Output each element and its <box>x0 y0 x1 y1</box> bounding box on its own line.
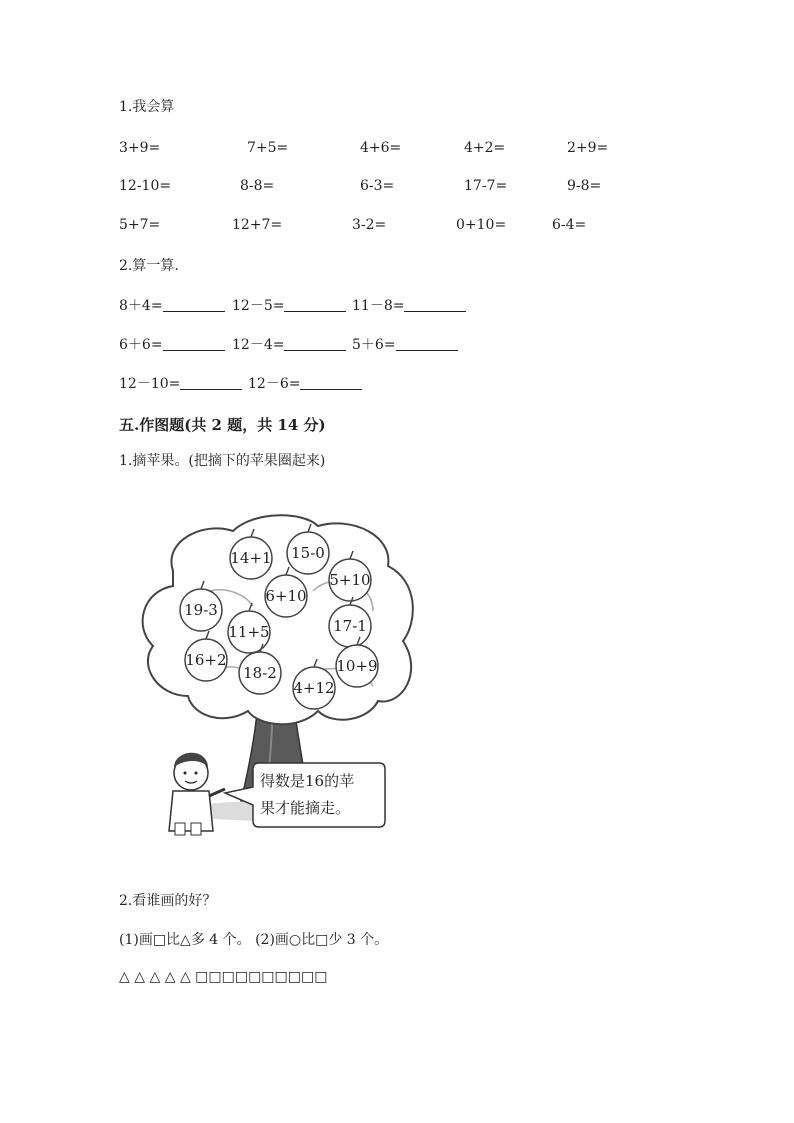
suan-r3-c1-expr: 12－10= <box>119 376 181 392</box>
apple-tree-illustration <box>133 511 423 843</box>
apple-2-label: 15-0 <box>291 544 325 562</box>
apple-7-label: 17-1 <box>333 617 367 635</box>
calc-r1-c1: 3+9= <box>119 140 161 156</box>
triangle-icon: △ <box>134 969 146 985</box>
boy-figure <box>169 753 225 835</box>
suan-r2-c3 <box>352 336 458 354</box>
section-suan-title: 2.算一算. <box>119 258 179 274</box>
suan-r1-c2-expr: 12－5= <box>232 298 285 314</box>
answer-blank[interactable] <box>180 375 242 390</box>
calc-r1-c3: 4+6= <box>360 140 402 156</box>
apple-tree-svg <box>133 511 423 843</box>
suan-r1-c3-expr: 11－8= <box>352 298 405 314</box>
section-calc-title: 1.我会算 <box>119 99 175 115</box>
apple-4-label: 6+10 <box>265 587 307 605</box>
apple-8-label: 16+2 <box>185 651 227 669</box>
answer-blank[interactable] <box>284 336 346 351</box>
suan-r2-c1 <box>119 336 225 354</box>
answer-blank[interactable] <box>396 336 458 351</box>
calc-r1-c4: 4+2= <box>464 140 506 156</box>
apple-9-label: 18-2 <box>243 664 277 682</box>
apple-3-label: 5+10 <box>329 571 371 589</box>
suan-r2-c3-expr: 5＋6= <box>352 337 396 353</box>
apple-6-label: 11+5 <box>228 623 270 641</box>
answer-blank[interactable] <box>163 336 225 351</box>
suan-r1-c2 <box>232 297 346 315</box>
suan-r3-c2-expr: 12－6= <box>248 376 301 392</box>
suan-r2-c1-expr: 6＋6= <box>119 337 163 353</box>
squares-row: □□□□□□□□□□ <box>195 969 328 985</box>
q2-title: 2.看谁画的好？ <box>119 893 217 909</box>
speech-line-1: 得数是16的苹 <box>260 772 355 790</box>
calc-r2-c5: 9-8= <box>567 178 602 194</box>
answer-blank[interactable] <box>300 375 362 390</box>
suan-r2-c2-expr: 12－4= <box>232 337 285 353</box>
triangle-icon: △ <box>119 969 130 985</box>
calc-r2-c1: 12-10= <box>119 178 172 194</box>
suan-r2-c2 <box>232 336 346 354</box>
suan-r3-c1 <box>119 375 242 393</box>
calc-r2-c4: 17-7= <box>464 178 508 194</box>
apple-5-label: 19-3 <box>184 601 218 619</box>
calc-r3-c1: 5+7= <box>119 217 161 233</box>
suan-r1-c1 <box>119 297 225 315</box>
speech-line-2: 果才能摘走。 <box>260 799 351 817</box>
triangle-icon: △ <box>164 969 176 985</box>
apple-11-label: 4+12 <box>293 679 335 697</box>
q2-instruction: (1)画□比△多 4 个。 (2)画○比□少 3 个。 <box>119 932 389 948</box>
section-five-heading: 五.作图题(共 2 题，共 14 分) <box>119 416 326 434</box>
calc-r1-c2: 7+5= <box>247 140 289 156</box>
answer-blank[interactable] <box>163 297 225 312</box>
calc-r3-c4: 0+10= <box>456 217 507 233</box>
apple-1-label: 14+1 <box>230 549 272 567</box>
calc-r3-c3: 3-2= <box>352 217 387 233</box>
answer-blank[interactable] <box>284 297 346 312</box>
calc-r2-c2: 8-8= <box>240 178 275 194</box>
calc-r3-c5: 6-4= <box>552 217 587 233</box>
apple-10-label: 10+9 <box>336 657 378 675</box>
suan-r3-c2 <box>248 375 362 393</box>
q1-title: 1.摘苹果。(把摘下的苹果圈起来) <box>119 453 326 469</box>
suan-r1-c1-expr: 8＋4= <box>119 298 163 314</box>
triangle-icon: △ <box>149 969 161 985</box>
calc-r2-c3: 6-3= <box>360 178 395 194</box>
calc-r1-c5: 2+9= <box>567 140 609 156</box>
suan-r1-c3 <box>352 297 466 315</box>
answer-blank[interactable] <box>404 297 466 312</box>
triangle-icon: △ <box>179 969 191 985</box>
shapes-row <box>119 968 327 986</box>
calc-r3-c2: 12+7= <box>232 217 283 233</box>
